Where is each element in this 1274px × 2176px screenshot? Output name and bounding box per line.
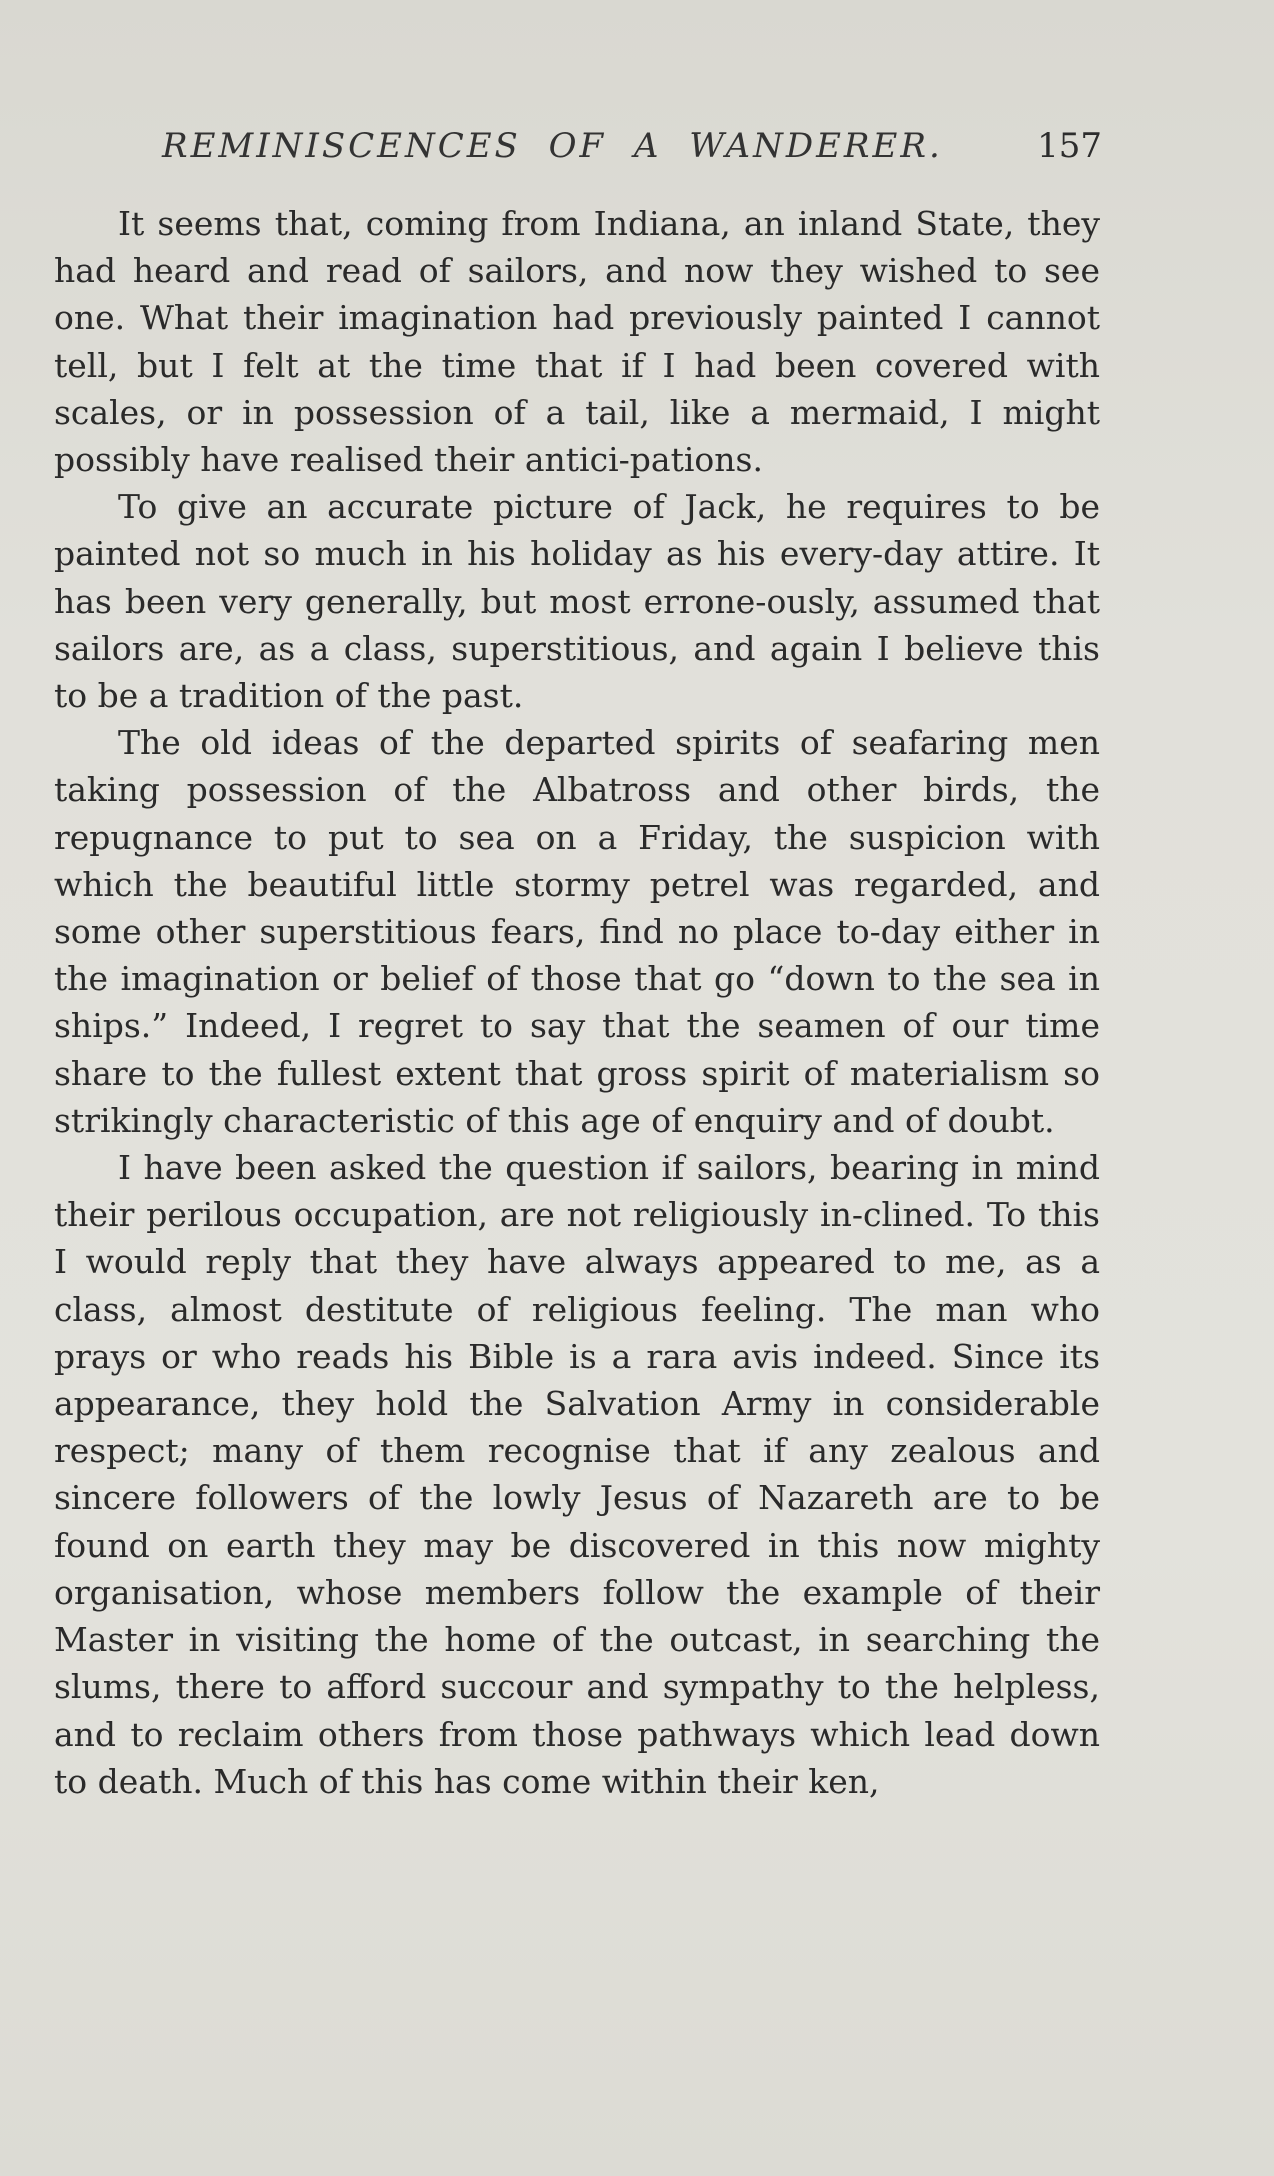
- body-text: [54, 200, 1100, 1805]
- paragraph: To give an accurate picture of Jack, he requires to be painted not so much in his holiday as his every-day attire. It has been very generally, but most errone-ously, assumed that sailors are, as a class, superstitious, and again I believe this to be a tradition of the past.: [54, 487, 1100, 716]
- running-head: [162, 118, 1102, 178]
- paragraph: I have been asked the question if sailors, bearing in mind their perilous occupation, are not religiously in-clined. To this I would reply that they have always appeared to me, as a class, almost destitute of religious feeling. The man who prays or who reads his Bible is a rara avis indeed. Since its appearance, they hold the Salvation Army in considerable respect; many of them recognise that if any zealous and sincere followers of the lowly Jesus of Nazareth are to be found on earth they may be discovered in this now mighty organisation, whose members follow the example of their Master in visiting the home of the outcast, in searching the slums, there to afford succour and sympathy to the helpless, and to reclaim others from those pathways which lead down to death. Much of this has come within their ken,: [54, 1148, 1100, 1801]
- paragraph: The old ideas of the departed spirits of seafaring men taking possession of the Albatross and other birds, the repugnance to put to sea on a Friday, the suspicion with which the beautiful little stormy petrel was regarded, and some other superstitious fears, find no place to-day either in the imagination or belief of those that go “down to the sea in ships.” Indeed, I regret to say that the seamen of our time share to the fullest extent that gross spirit of materialism so strikingly characteristic of this age of enquiry and of doubt.: [54, 723, 1100, 1140]
- paragraph: It seems that, coming from Indiana, an inland State, they had heard and read of sailors, and now they wished to see one. What their imagination had previously painted I cannot tell, but I felt at the time that if I had been covered with scales, or in possession of a tail, like a mermaid, I might possibly have realised their antici-pations.: [54, 204, 1100, 480]
- page-number: 157: [1037, 126, 1102, 166]
- running-title: REMINISCENCES OF A WANDERER.: [162, 126, 943, 166]
